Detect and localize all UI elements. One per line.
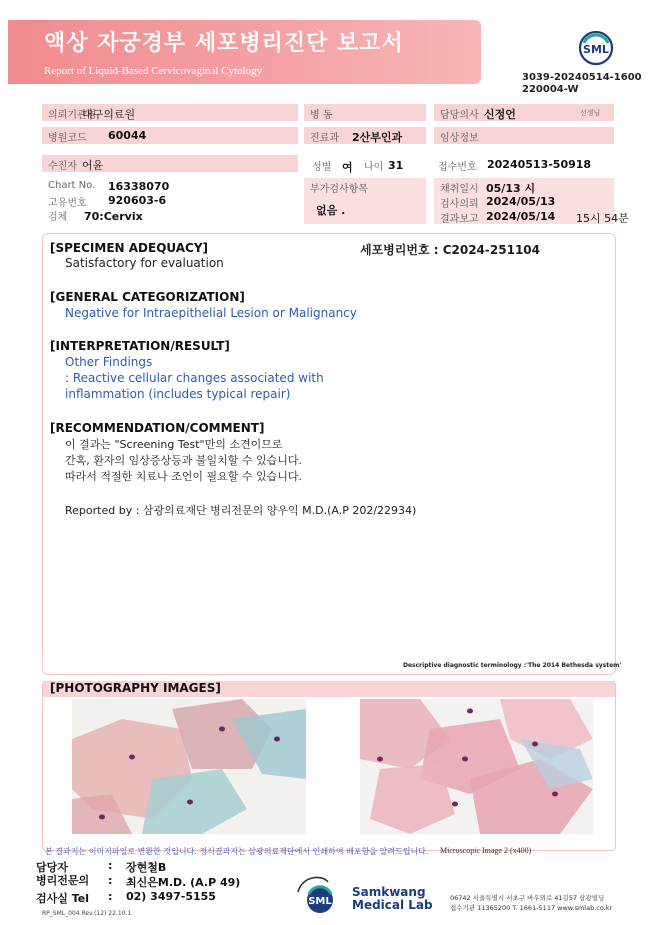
address-line2: 접수기관 11365200 T. 1661-5117 www.smlab.co.kr — [450, 904, 613, 912]
pathologist-colon: : — [108, 874, 113, 887]
lab-name-line2: Medical Lab — [352, 898, 433, 912]
lab-name — [352, 886, 433, 912]
handler-value: 장현철B — [126, 861, 167, 874]
general-heading: [GENERAL CATEGORIZATION] — [50, 290, 245, 304]
patient-label: 수진자 — [42, 155, 298, 172]
doctor-suffix: 선생님 — [580, 109, 601, 117]
adequacy-heading: [SPECIMEN ADEQUACY] — [50, 241, 209, 255]
recommend-line3: 따라서 적절한 치료나 조언이 필요할 수 있습니다. — [65, 470, 302, 483]
institution-label: 의뢰기관명 — [42, 104, 298, 121]
sex-label: 성별 — [312, 162, 332, 173]
adequacy-text: Satisfactory for evaluation — [65, 256, 224, 270]
hospital-code-label: 병원코드 — [42, 127, 298, 144]
specimen-value: 70:Cervix — [84, 210, 143, 223]
recommend-heading: [RECOMMENDATION/COMMENT] — [50, 421, 265, 435]
collect-value: 05/13 시 — [486, 182, 536, 195]
result-label: 결과보고 — [440, 214, 479, 225]
sml-logo-icon — [578, 30, 614, 66]
receipt-label: 접수번호 — [438, 162, 477, 173]
report-code-line1: 3039-20240514-1600 — [522, 72, 642, 83]
microscopic-image-1 — [72, 699, 306, 834]
age-value: 31 — [388, 159, 404, 172]
handler-colon: : — [108, 859, 113, 872]
lab-name-line1: Samkwang — [352, 885, 426, 899]
receipt-value: 20240513-50918 — [487, 158, 592, 171]
ward-label: 병 동 — [304, 104, 426, 121]
report-title: 액상 자궁경부 세포병리진단 보고서 — [44, 31, 404, 56]
chart-value: 16338070 — [108, 180, 170, 193]
sml-logo-text: SML — [583, 43, 609, 56]
hospital-code-value: 60044 — [108, 129, 147, 142]
additional-label: 부가검사항목 — [310, 184, 368, 195]
report-code — [522, 72, 642, 96]
result-time: 15시 54분 — [576, 212, 629, 225]
terminology-note: Descriptive diagnostic terminology :'The 2014 Bethesda system' — [403, 662, 622, 669]
department-value: 2산부인과 — [352, 131, 403, 144]
collect-label: 채취일시 — [440, 184, 479, 195]
interp-line1: Other Findings — [65, 355, 153, 369]
photo-caption-2: Microscopic Image 2 (x400) — [440, 846, 532, 855]
age-label: 나이 — [364, 162, 384, 173]
interp-heading: [INTERPRETATION/RESULT] — [50, 339, 230, 353]
report-subtitle: Report of Liquid-Based Cervicovaginal Cytology — [44, 65, 263, 77]
id-value: 920603-6 — [108, 194, 167, 207]
doctor-value: 신정언 — [484, 108, 516, 121]
sex-value: 여 — [342, 161, 353, 174]
interp-line2: : Reactive cellular changes associated with — [65, 371, 324, 385]
recommend-line2: 간혹, 환자의 임상증상등과 불일치할 수 있습니다. — [65, 454, 302, 467]
address-line1: 06742 서울특별시 서초구 바우뫼로 41길57 삼광빌딩 — [450, 894, 605, 902]
sml-footer-logo-text: SML — [308, 896, 332, 907]
photo-heading: [PHOTOGRAPHY IMAGES] — [50, 681, 221, 695]
recommend-line1: 이 결과는 "Screening Test"만의 소견이므로 — [65, 438, 283, 451]
report-code-line2: 220004-W — [522, 84, 579, 95]
request-value: 2024/05/13 — [486, 195, 556, 208]
specimen-label: 검체 — [48, 212, 68, 223]
interp-line3: inflammation (includes typical repair) — [65, 387, 291, 401]
reported-by: Reported by : 삼광의료재단 병리전문의 양우익 M.D.(A.P 202/22934) — [65, 504, 417, 517]
pathologist-label: 병리전문의 — [36, 874, 90, 887]
chart-label: Chart No. — [48, 180, 96, 191]
disclaimer-text: 본 결과지는 이미지파일로 변환한 것입니다. 정식결과지는 삼광의료재단에서 인쇄하여 배포함을 알려드립니다. — [45, 847, 429, 856]
sml-footer-logo-icon — [292, 872, 348, 916]
general-text: Negative for Intraepithelial Lesion or Malignancy — [65, 306, 357, 320]
microscopic-image-2 — [360, 699, 593, 834]
request-label: 검사의뢰 — [440, 199, 479, 210]
lab-tel-colon: : — [108, 890, 113, 903]
institution-value: 대구의료원 — [82, 108, 136, 121]
lab-tel-label: 검사실 Tel — [36, 892, 89, 905]
department-label: 진료과 — [304, 127, 426, 144]
form-code: RP_SML_004 Rev.(12) 22.10.1 — [42, 910, 132, 917]
cyto-number: 세포병리번호 : C2024-251104 — [360, 243, 540, 257]
doctor-label: 담당의사 — [434, 104, 614, 121]
additional-value: 없음 . — [316, 204, 346, 217]
lab-address — [450, 893, 612, 913]
patient-value: 어윤 — [82, 159, 104, 172]
id-label: 고유번호 — [48, 198, 87, 209]
pathologist-value: 최신은M.D. (A.P 49) — [126, 876, 241, 889]
result-value: 2024/05/14 — [486, 210, 556, 223]
clinical-info-label: 임상정보 — [434, 127, 614, 144]
handler-label: 담당자 — [36, 861, 68, 874]
lab-tel-value: 02) 3497-5155 — [126, 890, 216, 903]
